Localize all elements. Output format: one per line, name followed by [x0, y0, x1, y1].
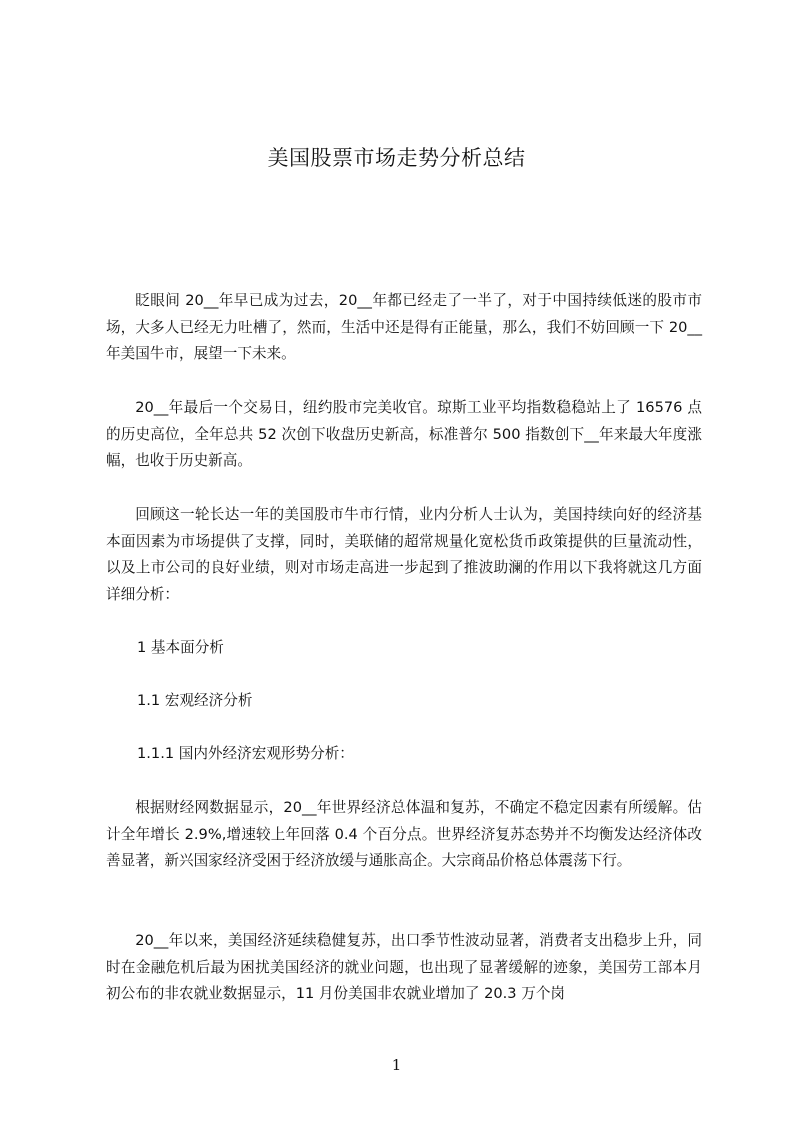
page-number: 1 — [391, 1056, 402, 1074]
paragraph-review: 回顾这一轮长达一年的美国股市牛市行情，业内分析人士认为，美国持续向好的经济基本面因素为市场提供了支撑，同时，美联储的超常规量化宽松货币政策提供的巨量流动性，以及上市公司的良好业绩，则对市场走高进一步起到了推波助澜的作用以下我将就这几方面详细分析： — [106, 506, 702, 603]
paragraph-us-economy: 20__年以来，美国经济延续稳健复苏，出口季节性波动显著，消费者支出稳步上升，同时在金融危机后最为困扰美国经济的就业问题，也出现了显著缓解的迹象，美国劳工部本月初公布的非农就业数据显示，11 月份美国非农就业增加了 20.3 万个岗 — [106, 932, 702, 1002]
heading-fundamental-analysis: 1 基本面分析 — [137, 639, 224, 656]
heading-macro-analysis: 1.1 宏观经济分析 — [137, 692, 253, 709]
paragraph-market-close: 20__年最后一个交易日，纽约股市完美收官。琼斯工业平均指数稳稳站上了 16576 点的历史高位，全年总共 52 次创下收盘历史新高，标准普尔 500 指数创下__年来最大年度涨幅，也收于历史新高。 — [106, 399, 702, 469]
document-title: 美国股票市场走势分析总结 — [267, 146, 526, 170]
paragraph-world-economy: 根据财经网数据显示，20__年世界经济总体温和复苏，不确定不稳定因素有所缓解。估计全年增长 2.9%,增速较上年回落 0.4 个百分点。世界经济复苏态势并不均衡发达经济体改善显著，新兴国家经济受困于经济放缓与通胀高企。大宗商品价格总体震荡下行。 — [106, 799, 702, 869]
heading-macro-situation: 1.1.1 国内外经济宏观形势分析： — [137, 745, 354, 762]
paragraph-intro: 眨眼间 20__年早已成为过去，20__年都已经走了一半了，对于中国持续低迷的股市市场，大多人已经无力吐槽了，然而，生活中还是得有正能量，那么，我们不妨回顾一下 20__年美国牛市，展望一下未来。 — [106, 292, 702, 362]
